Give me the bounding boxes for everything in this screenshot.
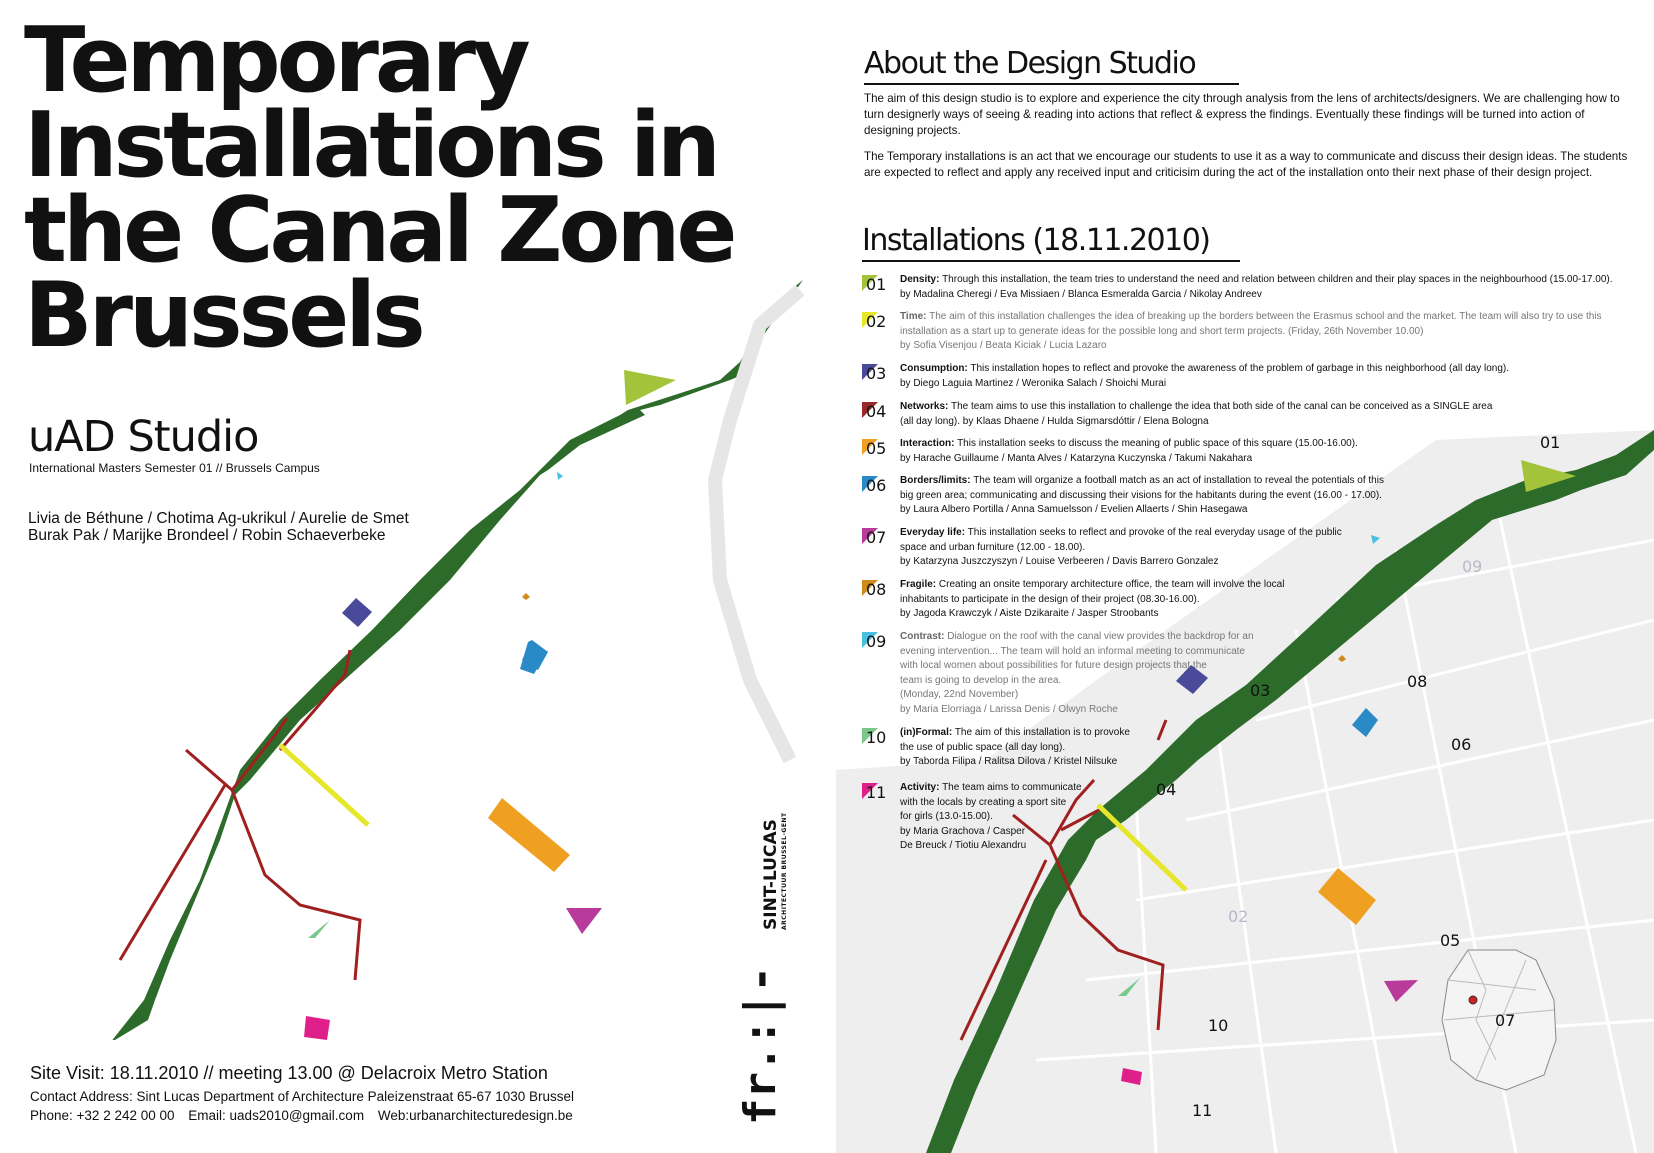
installation-text-line (900, 325, 1602, 340)
installation-text-line (900, 593, 1284, 608)
installation-number-text: 01 (866, 275, 887, 294)
installation-line: This installation seeks to discuss the meaning of public space of this square (15.00-16.00). (957, 438, 1358, 449)
installation-text-line (900, 400, 1492, 415)
about-paragraph: The Temporary installations is an act that we encourage our students to use it as a way to communicate and discuss their design ideas. The students are expected to reflect and apply any received input and criticisim during the act of the installation onto their next phase of their design project. (864, 150, 1628, 179)
installation-number (862, 632, 887, 652)
about-heading: About the Design Studio (864, 46, 1239, 85)
installation-line: by Jagoda Krawczyk / Aiste Dzikaraite / Jasper Stroobants (900, 608, 1159, 619)
installation-text-line (900, 339, 1602, 354)
installation-line: by Maria Elorriaga / Larissa Denis / Olwyn Roche (900, 703, 1118, 715)
installation-line: space and urban furniture (12.00 - 18.00). (900, 541, 1086, 553)
site-visit-info: Site Visit: 18.11.2010 // meeting 13.00 @ Delacroix Metro Station (30, 1063, 548, 1083)
title-line: Installations in (24, 93, 717, 198)
map-label-05: 05 (1440, 931, 1461, 950)
installation-text-line (900, 630, 1254, 645)
installation-line: by Laura Albero Portilla / Anna Samuelsson / Evelien Allaerts / Shin Hasegawa (900, 504, 1248, 515)
installation-text-line (900, 452, 1358, 467)
sint-lucas-logo-text: SINT-LUCAS (761, 819, 781, 930)
installation-text-line (900, 474, 1384, 489)
installation-line: by Harache Guillaume / Manta Alves / Katarzyna Kuczynska / Takumi Nakahara (900, 452, 1253, 464)
installation-line: inhabitants to participate in the design of their project (08.30-16.00). (900, 593, 1200, 605)
installation-text-line (900, 741, 1130, 756)
title-line: Temporary (24, 8, 527, 113)
map-label-04: 04 (1156, 780, 1177, 799)
network-lines (120, 650, 360, 980)
installation-number (862, 783, 887, 803)
installation-line: The team aims to communicate (942, 782, 1082, 793)
installation-line: Creating an onsite temporary architecture office, the team will involve the local (938, 579, 1285, 590)
installation-number (862, 728, 887, 748)
title-line: the Canal Zone (24, 178, 734, 283)
installation-name: (in)Formal: (900, 727, 953, 738)
installation-text-line (900, 578, 1284, 593)
installations-heading: Installations (18.11.2010) (862, 223, 1240, 262)
installation-number (862, 528, 887, 548)
installation-number (862, 364, 887, 384)
installation-text-line (900, 503, 1384, 518)
installation-number (862, 476, 887, 496)
marker-11 (304, 1016, 330, 1040)
marker-03 (342, 598, 372, 627)
installation-description (900, 400, 1492, 429)
installation-line: with the locals by creating a sport site (900, 796, 1067, 808)
installation-description (900, 781, 1082, 854)
installation-number-text: 09 (866, 632, 887, 651)
installation-number (862, 580, 887, 600)
installation-text-line (900, 726, 1130, 741)
installation-number-text: 10 (866, 728, 887, 747)
installation-number (862, 312, 887, 332)
installation-line: evening intervention... The team will hold an informal meeting to communicate (900, 645, 1245, 657)
installation-line: The team will organize a football match as an act of installation to reveal the potentials of this (973, 475, 1384, 486)
team-line: Burak Pak / Marijke Brondeel / Robin Schaeverbeke (28, 527, 386, 544)
installation-line: The aim of this installation challenges the idea of breaking up the borders between the Erasmus school and the market. The team will also try to use this (929, 311, 1602, 322)
map-label-03: 03 (1250, 681, 1271, 700)
installation-line: The team aims to use this installation to challenge the idea that both side of the canal can be conceived as a SINGLE area (950, 401, 1493, 412)
map-label-01: 01 (1540, 433, 1561, 452)
marker-08 (522, 593, 530, 600)
installation-name: Density: (900, 274, 940, 285)
canal-shape (110, 280, 803, 1040)
installation-number-text: 05 (866, 439, 887, 458)
installation-line: by Taborda Filipa / Ralitsa Dilova / Kristel Nilsuke (900, 756, 1118, 767)
contact-line (30, 1108, 583, 1123)
marker-09 (557, 472, 563, 480)
installation-description (900, 474, 1384, 518)
installation-text-line (900, 437, 1358, 452)
installation-name: Networks: (900, 401, 949, 412)
canal-sketch-map (0, 280, 830, 1040)
installation-text-line (900, 825, 1082, 840)
marker-02 (280, 745, 368, 825)
installation-line: by Maria Grachova / Casper (900, 825, 1026, 837)
installation-line: (Monday, 22nd November) (900, 689, 1019, 700)
installation-line: Dialogue on the roof with the canal view provides the backdrop for an (947, 631, 1254, 642)
installation-name: Borders/limits: (900, 475, 971, 486)
installation-text-line (900, 377, 1509, 392)
installation-number-text: 07 (866, 528, 887, 547)
marker-07 (566, 908, 602, 934)
installation-number-text: 06 (866, 476, 887, 495)
email-text: Email: uads2010@gmail.com (188, 1108, 365, 1123)
about-paragraph: The aim of this design studio is to explore and experience the city through analysis from the lens of architects/designers. We are challenging how to turn designerly ways of seeing & reading into actions that reflect & express the findings. Eventually these findings will be turned into action of designing projects. (864, 92, 1620, 137)
installation-number (862, 275, 887, 295)
road-curve (715, 290, 800, 760)
installation-line: by Madalina Cheregi / Eva Missiaen / Blanca Esmeralda Garcia / Nikolay Andreev (900, 288, 1262, 300)
installation-name: Interaction: (900, 438, 955, 449)
studio-name: uAD Studio (28, 412, 259, 462)
installation-line: for girls (13.0-15.00). (900, 811, 993, 822)
installation-description (900, 437, 1358, 466)
installation-text-line (900, 688, 1254, 703)
installation-description (900, 578, 1284, 622)
installation-name: Fragile: (900, 579, 937, 590)
installation-text-line (900, 541, 1342, 556)
installation-line: (all day long). by Klaas Dhaene / Hulda Sigmarsdóttir / Elena Bologna (900, 415, 1209, 427)
installation-number-text: 11 (866, 783, 887, 802)
installation-name: Activity: (900, 782, 940, 793)
installation-text-line (900, 645, 1254, 660)
installation-text-line (900, 288, 1613, 303)
installation-number (862, 402, 887, 422)
installation-line: by Diego Laguia Martinez / Weronika Salach / Shoichi Murai (900, 377, 1167, 389)
installation-text-line (900, 674, 1254, 689)
installation-line: This installation seeks to reflect and provoke of the real everyday usage of the public (967, 527, 1342, 538)
phone-text: Phone: +32 2 242 00 00 (30, 1108, 175, 1123)
installation-description (900, 526, 1342, 570)
installation-description (900, 726, 1130, 770)
installation-description (900, 310, 1602, 354)
installation-text-line (900, 526, 1342, 541)
installation-number-text: 08 (866, 580, 887, 599)
installation-description (900, 273, 1613, 302)
installation-text-line (900, 703, 1254, 718)
installation-line: installation as a start up to generate ideas for the possible long and short term projects. (Friday, 26th November 10.00) (900, 325, 1424, 337)
installation-number-text: 04 (866, 402, 887, 421)
installation-name: Everyday life: (900, 527, 966, 538)
marker-05 (488, 798, 570, 872)
map-label-08: 08 (1407, 672, 1428, 691)
installation-line: by Katarzyna Juszczyszyn / Louise Verbeeren / Davis Barrero Gonzalez (900, 556, 1219, 567)
installation-text-line (900, 273, 1613, 288)
installation-text-line (900, 796, 1082, 811)
installation-line: team is going to develop in the area. (900, 674, 1062, 686)
web-text: Web:urbanarchitecturedesign.be (377, 1108, 573, 1123)
installation-number-text: 03 (866, 364, 887, 383)
installation-text-line (900, 362, 1509, 377)
installation-text-line (900, 839, 1082, 854)
installation-line: This installation hopes to reflect and provoke the awareness of the problem of garbage in this neighborhood (all day long). (970, 363, 1510, 374)
map-label-02: 02 (1228, 907, 1249, 926)
title-line: Brussels (24, 263, 422, 368)
map-label-09: 09 (1462, 557, 1483, 576)
installation-text-line (900, 781, 1082, 796)
installation-description (900, 362, 1509, 391)
team-line: Livia de Béthune / Chotima Ag-ukrikul / Aurelie de Smet (28, 510, 409, 527)
installation-name: Consumption: (900, 363, 968, 374)
studio-subtitle: International Masters Semester 01 // Brussels Campus (29, 461, 320, 475)
map-label-06: 06 (1451, 735, 1472, 754)
installation-number-text: 02 (866, 312, 887, 331)
installation-text-line (900, 415, 1492, 430)
installation-name: Time: (900, 311, 927, 322)
installation-text-line (900, 755, 1130, 770)
fragile-logo-text: fr.:|- (735, 966, 786, 1125)
installation-text-line (900, 555, 1342, 570)
installation-text-line (900, 810, 1082, 825)
installation-line: The aim of this installation is to provoke (954, 727, 1130, 738)
sint-lucas-logo-subtext: ARCHITECTUUR BRUSSEL-GENT (781, 812, 788, 930)
installation-text-line (900, 310, 1602, 325)
sint-lucas-logo (755, 780, 825, 940)
installation-line: Through this installation, the team tries to understand the need and relation between children and their play spaces in the neighbourhood (15.00-17.00). (942, 274, 1613, 285)
map-label-07: 07 (1495, 1011, 1516, 1030)
installation-name: Contrast: (900, 631, 945, 642)
installation-number (862, 439, 887, 459)
installation-line: by Sofia Visenjou / Beata Kiciak / Lucia Lazaro (900, 340, 1107, 351)
installation-line: big green area; communicating and discussing their visions for the habitants during the event (16.00 - 17.00). (900, 489, 1382, 501)
installation-line: with local women about possibilities for future design projects that the (900, 660, 1207, 671)
installation-description (900, 630, 1254, 717)
installation-text-line (900, 607, 1284, 622)
map-label-11: 11 (1192, 1101, 1213, 1120)
installation-line: the use of public space (all day long). (900, 741, 1066, 753)
installation-line: De Breuck / Tiotiu Alexandru (900, 840, 1027, 851)
map-label-10: 10 (1208, 1016, 1229, 1035)
fragile-logo (725, 966, 786, 1125)
installation-text-line (900, 659, 1254, 674)
marker-10 (308, 920, 330, 938)
contact-address: Contact Address: Sint Lucas Department of Architecture Paleizenstraat 65-67 1030 Brussel (30, 1089, 575, 1104)
installation-text-line (900, 489, 1384, 504)
